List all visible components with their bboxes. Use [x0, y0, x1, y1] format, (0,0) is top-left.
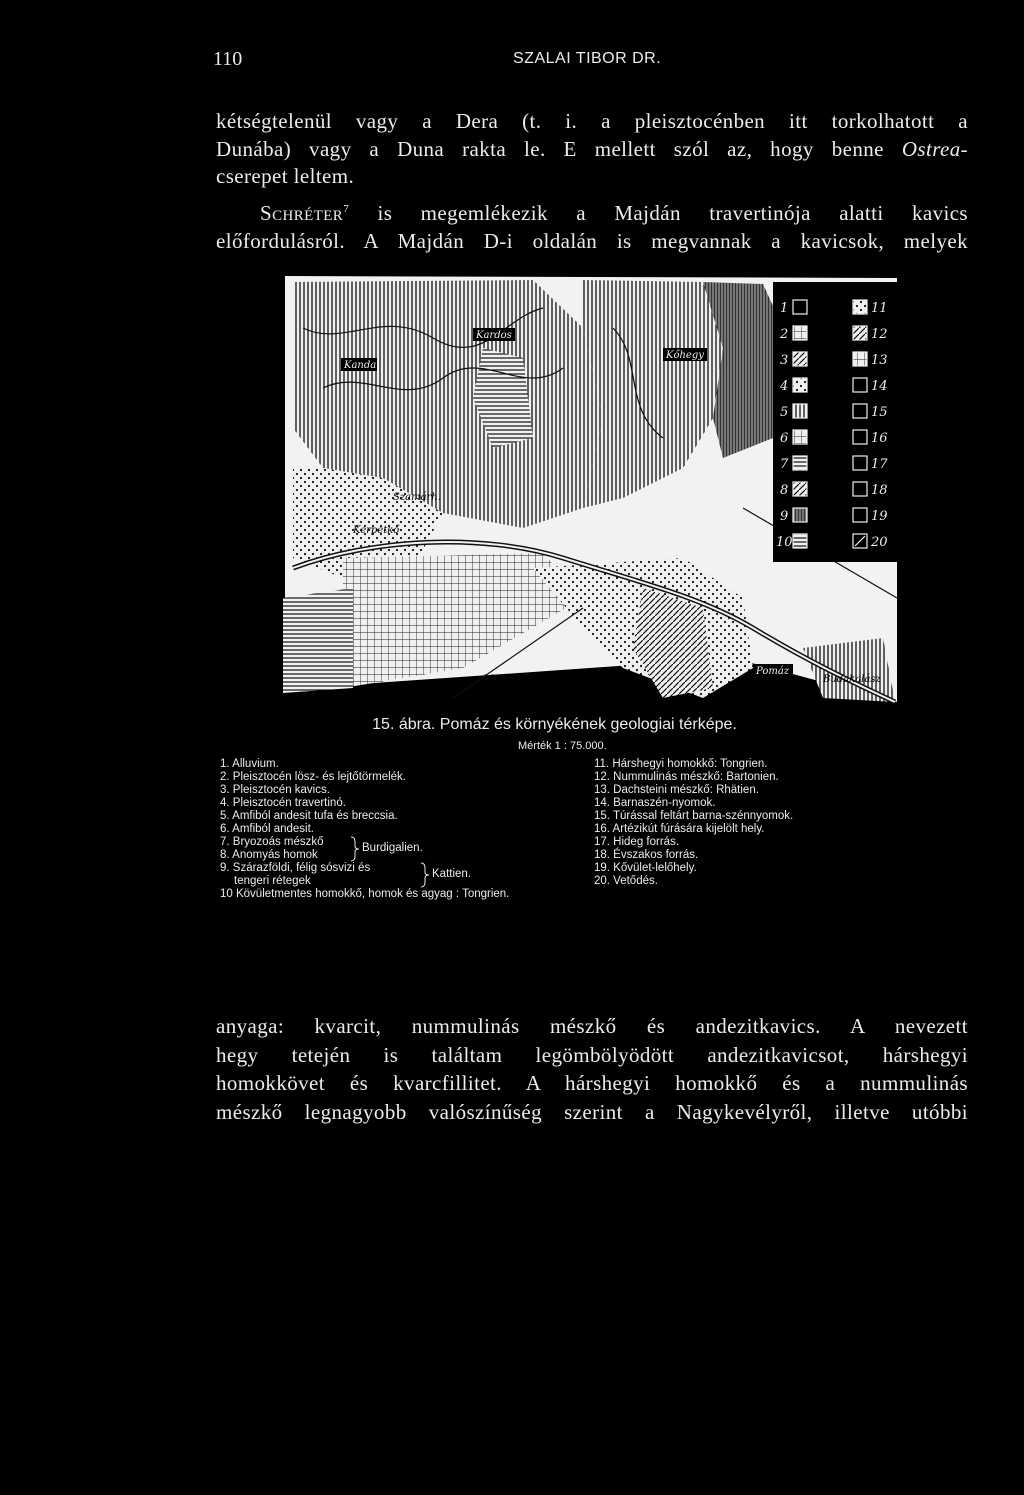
text-line: mészkő legnagyobb valószínűség szerint a Nagykevélyről, illetve utóbbi	[216, 1099, 968, 1124]
legend-group-kattien	[220, 862, 580, 888]
text-line: Schréter$^7$ is megemlékezik a Majdán travertinója alatti kavics	[260, 201, 968, 225]
legend-item: 10 Kövületmentes homokkő, homok és agyag : Tongrien.	[220, 888, 510, 900]
page-number: 110	[213, 48, 243, 70]
paragraph-2	[216, 196, 968, 255]
legend-num: 2	[780, 327, 789, 342]
legend-num: 9	[780, 509, 789, 524]
legend-item: 2. Pleisztocén lösz- és lejtőtörmelék.	[220, 771, 406, 783]
page-header	[0, 48, 1024, 78]
legend-item: 14. Barnaszén-nyomok.	[594, 797, 716, 809]
place-label: Kerpetkő	[353, 525, 400, 536]
place-label: Szamárh.	[393, 492, 441, 503]
legend-num: 18	[871, 483, 888, 498]
legend-num: 16	[871, 431, 888, 446]
legend-item: 18. Évszakos forrás.	[594, 849, 699, 861]
legend-num: 3	[780, 353, 789, 368]
legend-item: 8. Anomyás homok	[220, 849, 318, 861]
legend-right-column	[594, 758, 894, 888]
text-line: előfordulásról. A Majdán D-i oldalán is megvannak a kavicsok, melyek	[216, 228, 968, 253]
paragraph-1	[216, 108, 968, 191]
author-name: Schréter	[260, 201, 344, 225]
legend-item: 13. Dachsteini mészkő: Rhätien.	[594, 784, 759, 796]
italic-word: Ostrea-	[901, 136, 969, 161]
legend-item: 17. Hideg forrás.	[594, 836, 680, 848]
place-label: Kardos	[476, 330, 512, 341]
figure-title: Pomáz és környékének geologiai térképe.	[439, 716, 737, 733]
legend-num: 11	[871, 301, 888, 316]
west-zone	[283, 588, 353, 693]
map-scale: Mérték 1 : 75.000.	[518, 740, 607, 752]
figure-number: 15. ábra.	[372, 716, 436, 733]
legend-item: 3. Pleisztocén kavics.	[220, 784, 330, 796]
place-label: Kanda	[344, 360, 377, 371]
brace-icon	[350, 836, 360, 862]
legend-item: 15. Túrással feltárt barna-szénnyomok.	[594, 810, 794, 822]
running-head-author: SZALAI TIBOR DR.	[513, 50, 662, 67]
legend-item: tengeri rétegek	[234, 875, 311, 887]
legend-num: 12	[871, 327, 888, 342]
legend-item: 16. Artézikút fúrására kijelölt hely.	[594, 823, 765, 835]
paragraph-3	[216, 1012, 968, 1126]
legend-item: 9. Szárazföldi, félig sósvizi és	[220, 862, 371, 874]
legend-num: 5	[780, 405, 789, 420]
legend-num: 10	[776, 535, 793, 550]
legend-item: 4. Pleisztocén travertinó.	[220, 797, 346, 809]
legend-num: 15	[871, 405, 888, 420]
text-line: Dunába) vagy a Duna rakta le. E mellett szól az, hogy benne Ostrea-	[216, 136, 969, 161]
legend-item: 20. Vetődés.	[594, 875, 658, 887]
legend-num: 1	[780, 301, 789, 316]
legend-item: 12. Nummulinás mészkő: Bartonien.	[594, 771, 779, 783]
legend-num: 6	[780, 431, 789, 446]
legend-num: 19	[871, 509, 888, 524]
place-label: Majdán	[483, 674, 522, 685]
legend-group-burdigalien	[220, 836, 580, 862]
legend-item: 1. Alluvium.	[220, 758, 279, 770]
text-line: anyaga: kvarcit, nummulinás mészkő és andezitkavics. A nevezett	[216, 1014, 968, 1038]
legend-item: 11. Hárshegyi homokkő: Tongrien.	[594, 758, 768, 770]
legend-num: 14	[871, 379, 888, 394]
figure-caption	[0, 716, 1024, 734]
place-label: Budakalász	[823, 674, 881, 685]
budakalasz-zone	[803, 638, 895, 702]
place-label: Pomáz	[756, 666, 790, 677]
text-line: homokkövet és kvarcfillitet. A hárshegyi homokkő és a nummulinás	[216, 1071, 968, 1095]
text-line: hegy tetején is találtam legömbölyödött andezitkavicsot, hárshegyi	[216, 1042, 968, 1067]
legend-item: 19. Kővület-lelőhely.	[594, 862, 697, 874]
brace-icon	[420, 862, 430, 888]
legend-num: 13	[871, 353, 888, 368]
legend-item: 7. Bryozoás mészkő	[220, 836, 324, 848]
legend-num: 4	[780, 379, 789, 394]
legend-left-column	[220, 758, 580, 901]
legend-item: 6. Amfiból andesit.	[220, 823, 314, 835]
geological-map	[283, 268, 900, 704]
group-label: Burdigalien.	[362, 842, 423, 854]
legend-item: 5. Amfiból andesit tufa és breccsia.	[220, 810, 398, 822]
legend-num: 7	[780, 457, 789, 472]
legend-num: 17	[871, 457, 888, 472]
legend-num: 20	[871, 535, 888, 550]
place-label: Kőhegy	[666, 350, 704, 361]
text-line: kétségtelenül vagy a Dera (t. i. a pleisztocénben itt torkolhatott a	[216, 109, 968, 133]
group-label: Kattien.	[432, 868, 471, 880]
legend-num: 8	[780, 483, 789, 498]
footnote-ref: 7	[343, 203, 350, 215]
text-line: cserepet leltem.	[216, 164, 355, 188]
